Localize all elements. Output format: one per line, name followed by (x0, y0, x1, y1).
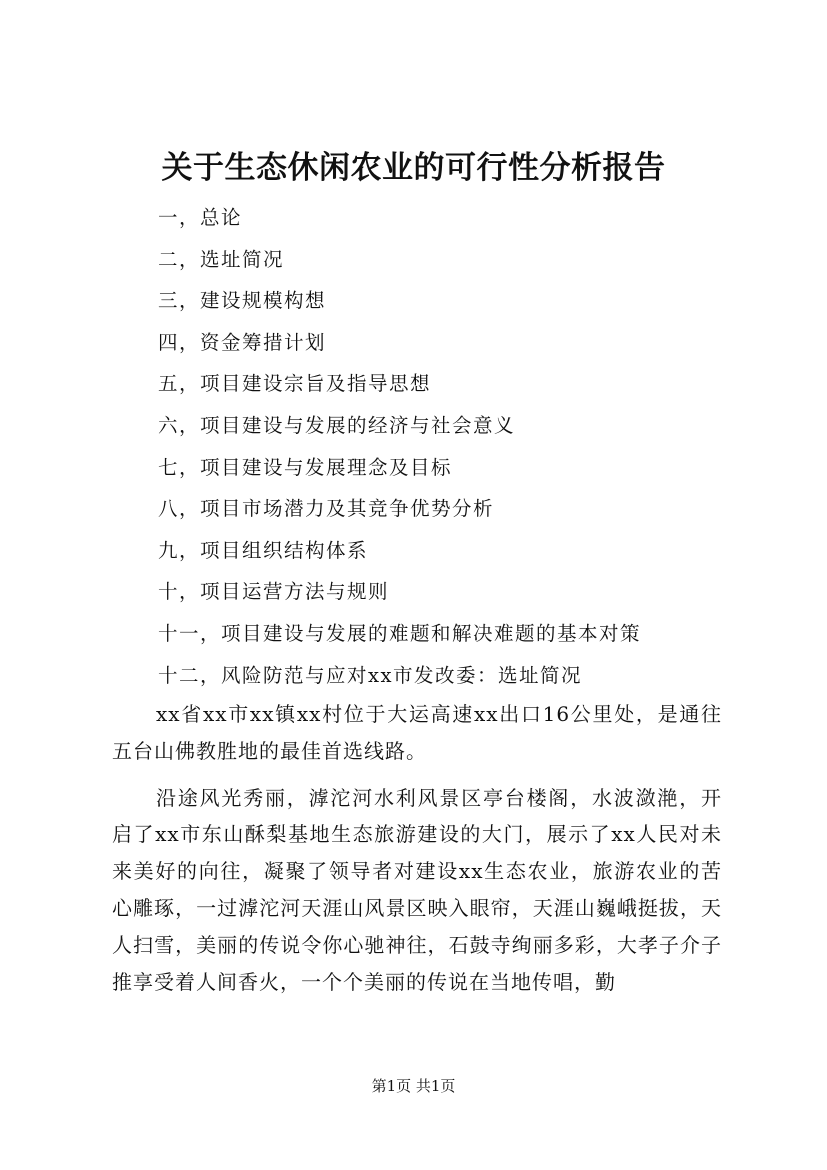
toc-item: 三，建设规模构想 (158, 289, 327, 313)
toc-item: 五，项目建设宗旨及指导思想 (158, 372, 432, 396)
body-paragraph: xx省xx市xx镇xx村位于大运高速xx出口16公里处，是通往五台山佛教胜地的最佳首选线路。 (112, 702, 722, 763)
toc-item: 十一，项目建设与发展的难题和解决难题的基本对策 (158, 621, 642, 645)
toc-item: 四，资金筹措计划 (158, 330, 327, 354)
toc-item: 十二，风险防范与应对xx市发改委：选址简况 (158, 663, 582, 687)
page-footer: 第1页 共1页 (371, 1077, 456, 1095)
document-title: 关于生态休闲农业的可行性分析报告 (161, 150, 666, 186)
toc-item: 十，项目运营方法与规则 (158, 580, 390, 604)
toc-item: 七，项目建设与发展理念及目标 (158, 455, 453, 479)
toc-item: 八，项目市场潜力及其竞争优势分析 (158, 497, 495, 521)
document-body (112, 696, 722, 1000)
toc-item: 二，选址简况 (158, 247, 285, 271)
toc-item: 九，项目组织结构体系 (158, 538, 369, 562)
toc-item: 一，总论 (158, 206, 243, 229)
toc-item: 六，项目建设与发展的经济与社会意义 (158, 413, 516, 437)
table-of-contents (158, 197, 641, 696)
body-paragraph: 沿途风光秀丽，滹沱河水利风景区亭台楼阁，水波潋滟，开启了xx市东山酥梨基地生态旅游建设的大门，展示了xx人民对未来美好的向往，凝聚了领导者对建设xx生态农业，旅游农业的苦心雕琢，一过滹沱河天涯山风景区映入眼帘，天涯山巍峨挺拔，天人扫雪，美丽的传说令你心驰神往，石鼓寺绚丽多彩，大孝子介子推享受着人间香火，一个个美丽的传说在当地传唱，勤 (112, 785, 722, 994)
